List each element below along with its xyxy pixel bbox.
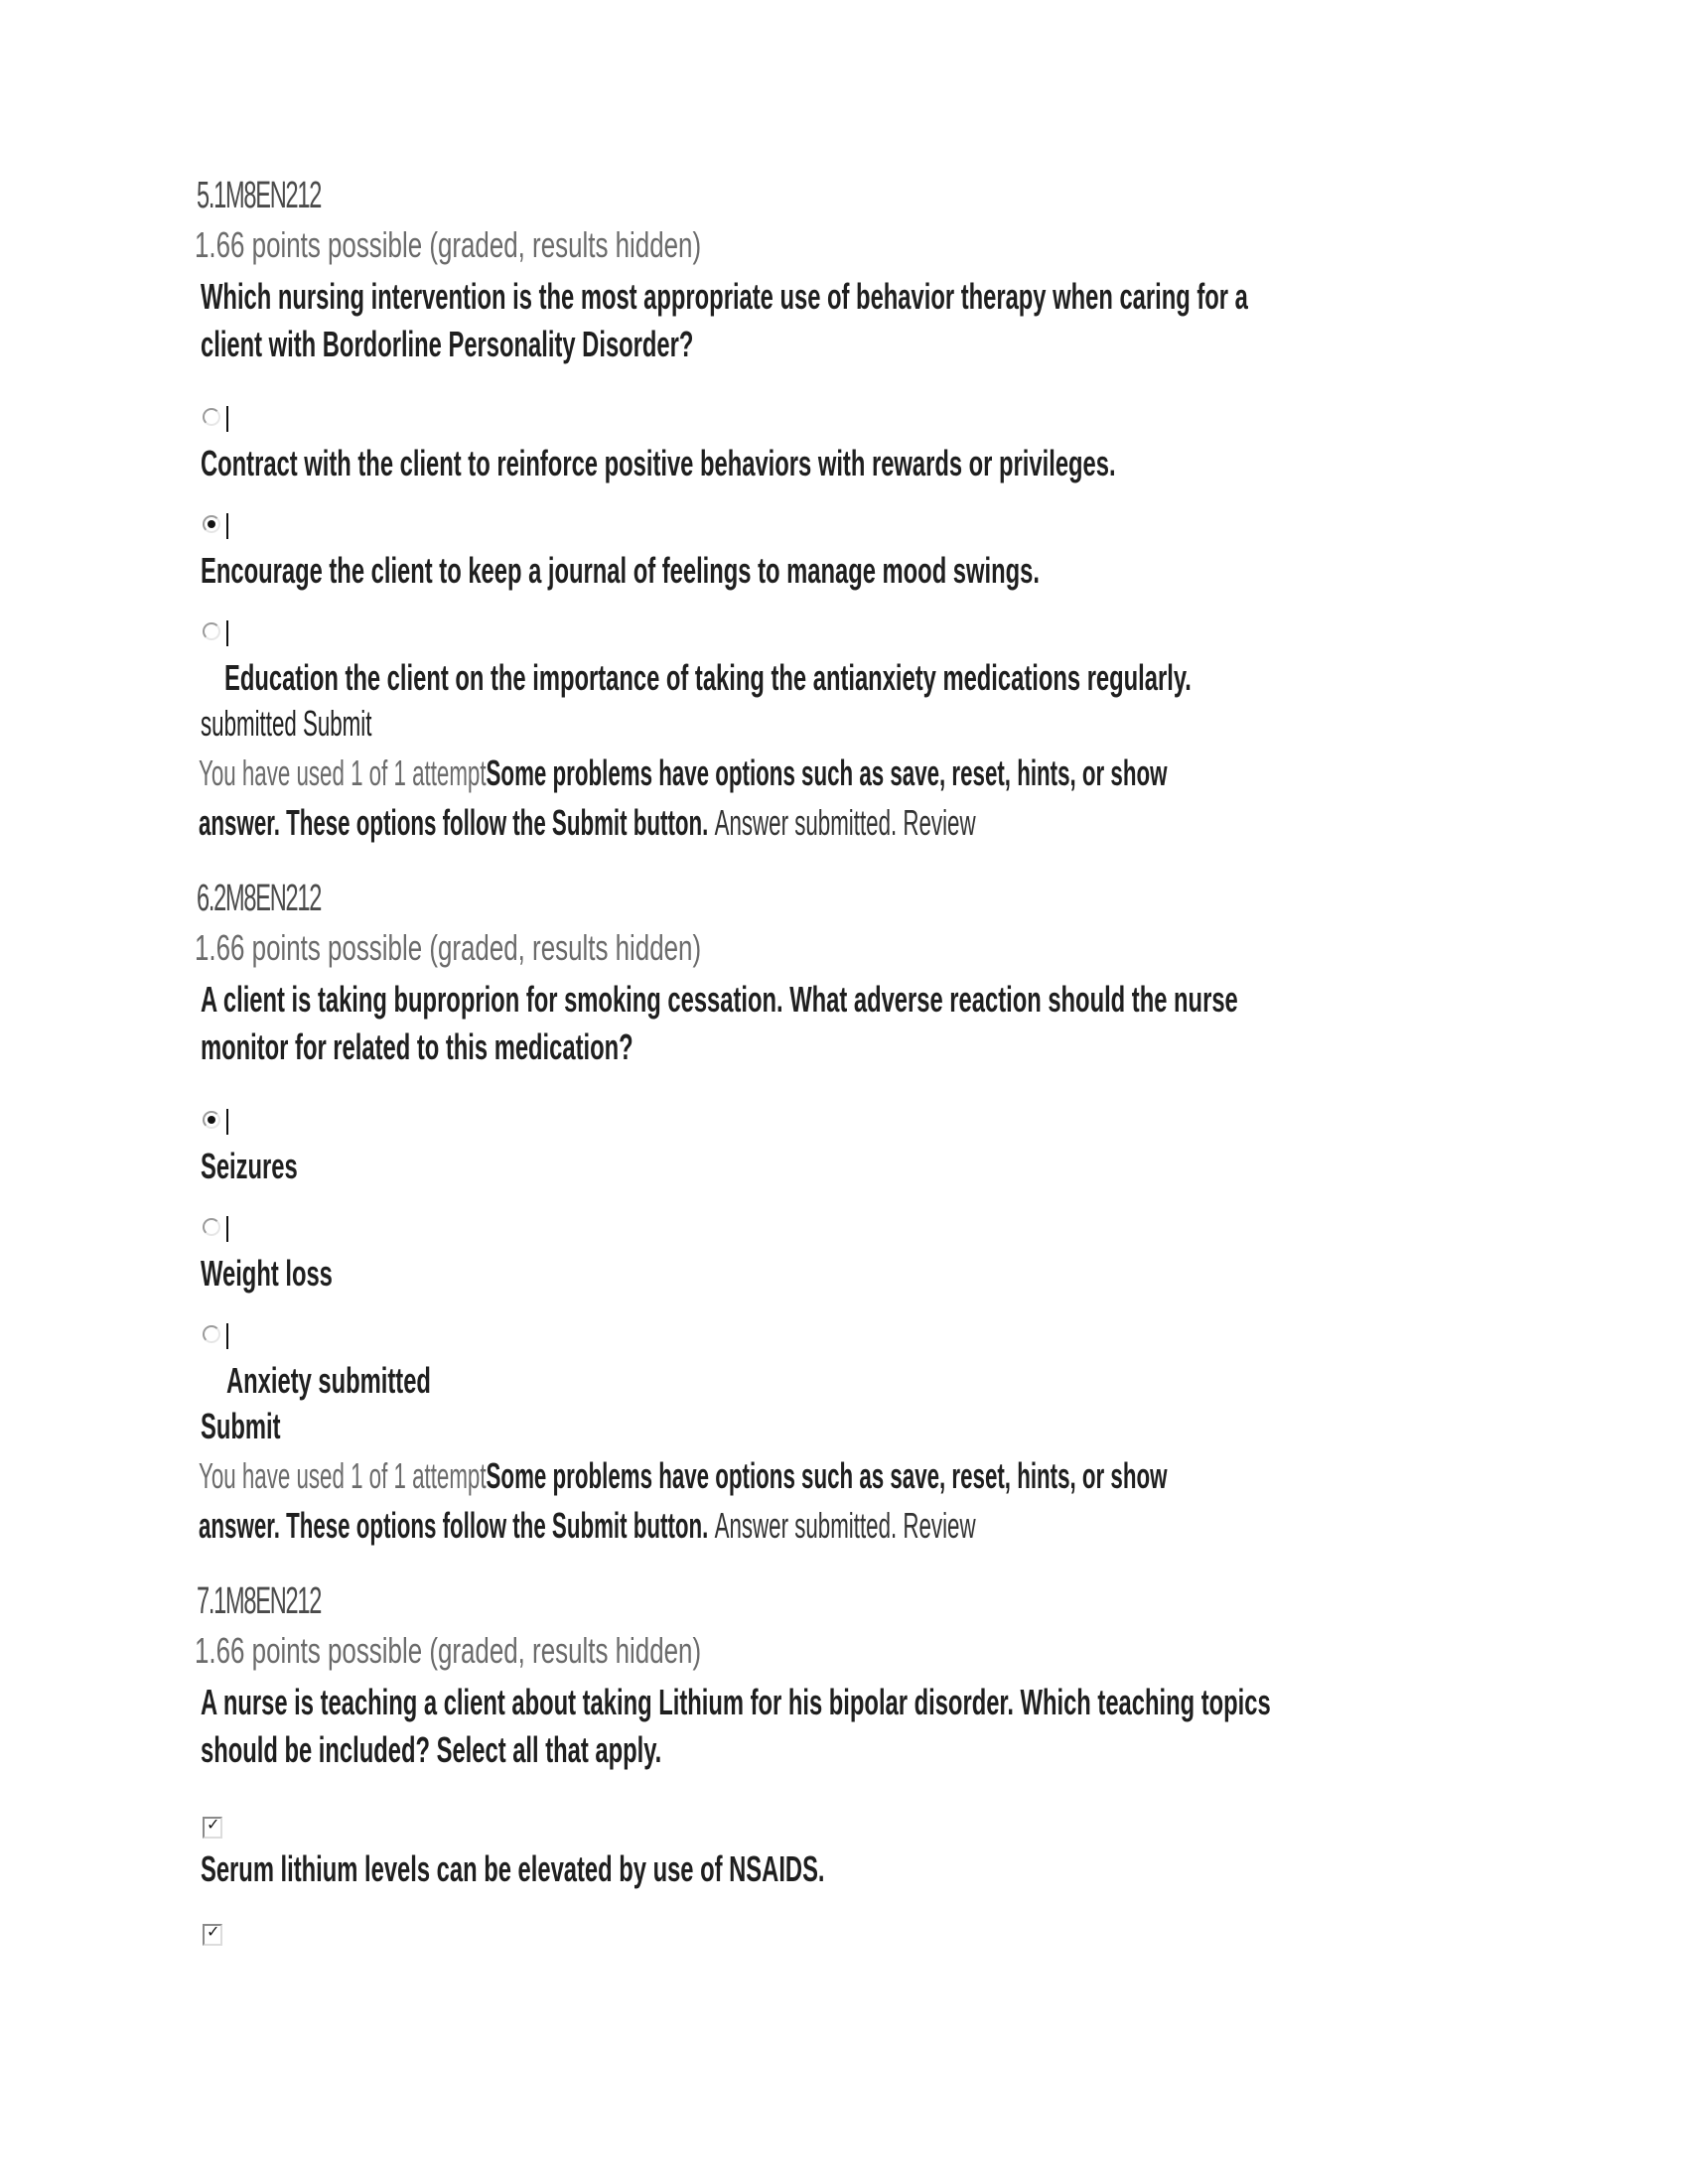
question-5-notice-cont: answer. These options follow the Submit button. — [199, 802, 709, 843]
question-6-notice-cont: answer. These options follow the Submit button. — [199, 1505, 709, 1546]
question-6-heading: 6.2M8EN212 — [197, 878, 322, 919]
question-6-answer-status[interactable]: Answer submitted. Review — [714, 1505, 976, 1546]
question-6-prompt-line-2: monitor for related to this medication? — [201, 1026, 633, 1067]
question-6-option-1-label[interactable]: Seizures — [201, 1146, 298, 1186]
question-6-points: 1.66 points possible (graded, results hidden) — [195, 927, 702, 968]
question-7-heading: 7.1M8EN212 — [197, 1580, 322, 1622]
question-7-points: 1.66 points possible (graded, results hidden) — [195, 1630, 702, 1671]
question-7-option-2-checkbox[interactable] — [203, 1924, 222, 1946]
question-5-answer-status[interactable]: Answer submitted. Review — [714, 802, 976, 843]
checkmark-icon: ✓ — [207, 1815, 220, 1834]
question-5-heading: 5.1M8EN212 — [197, 175, 322, 216]
text-cursor — [226, 620, 228, 646]
question-6-notice: Some problems have options such as save, reset, hints, or show — [486, 1455, 1168, 1496]
question-6-submit-button[interactable]: Submit — [201, 1406, 281, 1446]
question-6-option-2-radio[interactable] — [203, 1217, 222, 1237]
question-6-option-3-radio[interactable] — [203, 1324, 222, 1344]
question-6-option-3-label[interactable]: Anxiety submitted — [226, 1360, 431, 1401]
text-cursor — [226, 406, 228, 432]
question-5-option-3-radio[interactable] — [203, 621, 222, 641]
question-7-option-1-label[interactable]: Serum lithium levels can be elevated by use of NSAIDS. — [201, 1848, 825, 1889]
question-6-option-2-label[interactable]: Weight loss — [201, 1253, 333, 1294]
question-5-option-2-radio[interactable] — [203, 514, 222, 534]
question-7-prompt-line-1: A nurse is teaching a client about taking Lithium for his bipolar disorder. Which teaching topics — [201, 1682, 1271, 1722]
text-cursor — [226, 1323, 228, 1349]
question-5-prompt-line-2: client with Bordorline Personality Disorder? — [201, 324, 694, 364]
question-5-attempts: You have used 1 of 1 attempt — [199, 752, 487, 793]
radio-dot — [208, 520, 215, 528]
question-5-option-1-radio[interactable] — [203, 407, 222, 427]
question-5-notice-line-2 — [199, 802, 976, 844]
radio-unselected-icon — [203, 622, 220, 640]
question-6-attempts: You have used 1 of 1 attempt — [199, 1455, 487, 1496]
question-7-option-1-checkbox[interactable] — [203, 1817, 222, 1839]
radio-unselected-icon — [203, 1218, 220, 1236]
question-5-attempt-line — [199, 752, 1167, 794]
question-5-notice: Some problems have options such as save, reset, hints, or show — [486, 752, 1168, 793]
text-cursor — [226, 1216, 228, 1242]
radio-unselected-icon — [203, 408, 220, 426]
question-6-attempt-line — [199, 1455, 1167, 1497]
question-5-option-1-label[interactable]: Contract with the client to reinforce positive behaviors with rewards or privileges. — [201, 443, 1116, 483]
question-6-option-1-radio[interactable] — [203, 1110, 222, 1130]
question-5-points: 1.66 points possible (graded, results hidden) — [195, 224, 702, 265]
question-5-submit-button[interactable]: submitted Submit — [201, 703, 372, 744]
question-6-prompt-line-1: A client is taking buproprion for smoking cessation. What adverse reaction should the nurse — [201, 979, 1238, 1020]
radio-unselected-icon — [203, 1325, 220, 1343]
question-5-option-2-label[interactable]: Encourage the client to keep a journal of feelings to manage mood swings. — [201, 550, 1040, 591]
radio-dot — [208, 1116, 215, 1124]
question-5-prompt-line-1: Which nursing intervention is the most appropriate use of behavior therapy when caring for a — [201, 276, 1248, 317]
checkmark-icon: ✓ — [207, 1922, 220, 1941]
question-6-notice-line-2 — [199, 1505, 976, 1547]
question-7-prompt-line-2: should be included? Select all that apply. — [201, 1729, 662, 1770]
question-5-option-3-label[interactable]: Education the client on the importance of taking the antianxiety medications regularly. — [224, 657, 1192, 698]
text-cursor — [226, 1109, 228, 1135]
text-cursor — [226, 513, 228, 539]
